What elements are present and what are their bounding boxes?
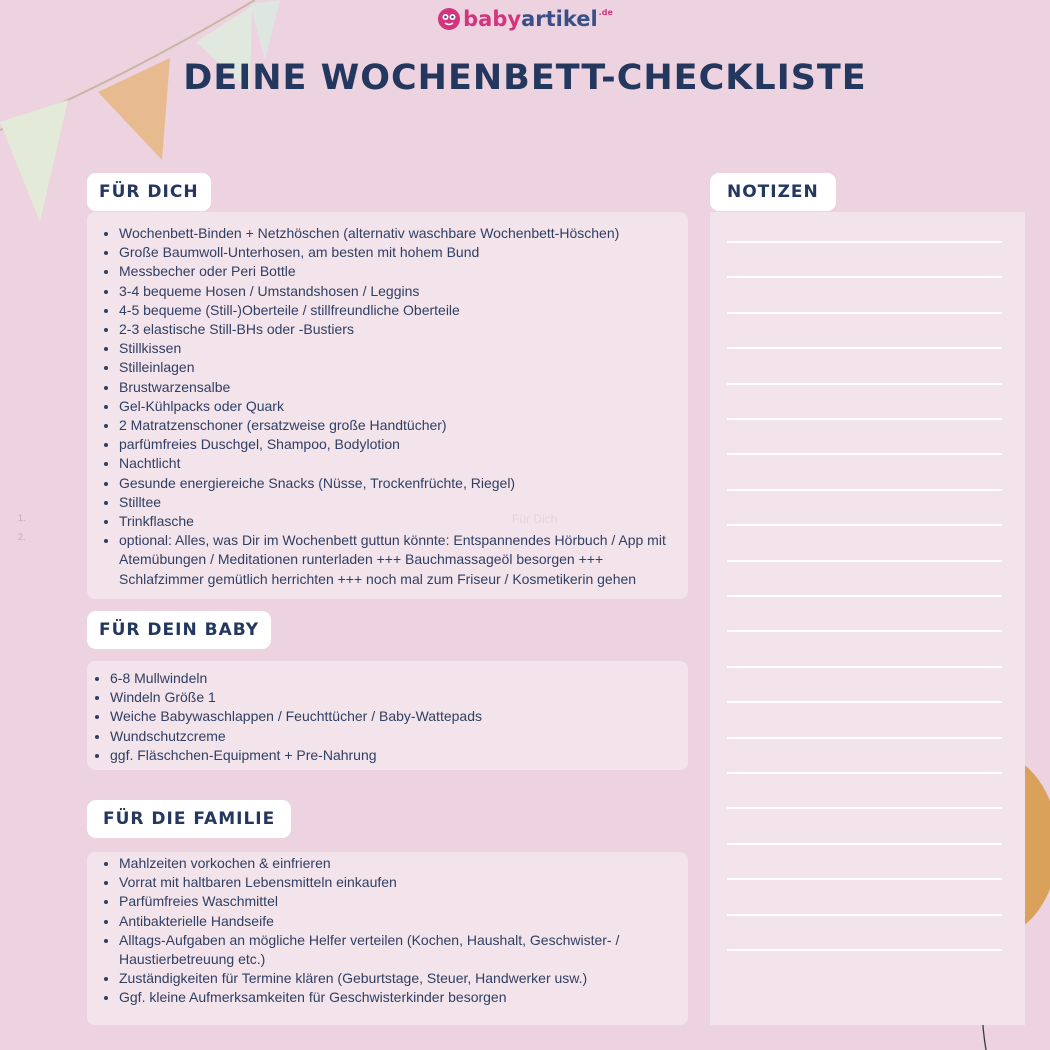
checklist-item: • Große Baumwoll-Unterhosen, am besten mit hohem Bund: [119, 243, 670, 262]
checklist-item: • Windeln Größe 1: [110, 688, 670, 707]
checklist-item: • Nachtlicht: [119, 454, 670, 473]
checklist-item: • 2-3 elastische Still-BHs oder -Bustiers: [119, 320, 670, 339]
checklist-item: • Mahlzeiten vorkochen & einfrieren: [119, 854, 670, 873]
note-line[interactable]: [727, 878, 1002, 880]
logo-icon: [437, 7, 461, 31]
logo-text-artikel: artikel: [521, 7, 598, 31]
ghost-text: Für Dich: [512, 512, 558, 526]
note-line[interactable]: [727, 843, 1002, 845]
note-line[interactable]: [727, 312, 1002, 314]
checklist-familie: [87, 854, 670, 1008]
checklist-item: • Wochenbett-Binden + Netzhöschen (alternativ waschbare Wochenbett-Höschen): [119, 224, 670, 243]
note-line[interactable]: [727, 737, 1002, 739]
brand-logo[interactable]: [0, 6, 1050, 31]
checklist-item: • Stilleinlagen: [119, 358, 670, 377]
note-line[interactable]: [727, 276, 1002, 278]
notes-heading: NOTIZEN: [710, 173, 836, 211]
note-line[interactable]: [727, 241, 1002, 243]
checklist-item: • 2 Matratzenschoner (ersatzweise große Handtücher): [119, 416, 670, 435]
checklist-item: • Zuständigkeiten für Termine klären (Geburtstage, Steuer, Handwerker usw.): [119, 969, 670, 988]
checklist-item: • ggf. Fläschchen-Equipment + Pre-Nahrung: [110, 746, 670, 765]
note-line[interactable]: [727, 418, 1002, 420]
checklist-item: • Gel-Kühlpacks oder Quark: [119, 397, 670, 416]
checklist-item: • Stillkissen: [119, 339, 670, 358]
checklist-item: • Messbecher oder Peri Bottle: [119, 262, 670, 281]
checklist-item: • Trinkflasche: [119, 512, 670, 531]
note-line[interactable]: [727, 772, 1002, 774]
note-line[interactable]: [727, 630, 1002, 632]
note-line[interactable]: [727, 560, 1002, 562]
checklist-item: • Wundschutzcreme: [110, 727, 670, 746]
stray-number-1: 1.: [18, 513, 26, 523]
checklist-item: • Antibakterielle Handseife: [119, 912, 670, 931]
note-line[interactable]: [727, 524, 1002, 526]
note-line[interactable]: [727, 453, 1002, 455]
checklist-item: • Gesunde energiereiche Snacks (Nüsse, Trockenfrüchte, Riegel): [119, 474, 670, 493]
section-heading-baby: FÜR DEIN BABY: [87, 611, 271, 649]
bunting-flag-1: [0, 100, 68, 222]
section-heading-dich: FÜR DICH: [87, 173, 211, 211]
checklist-dich: [87, 224, 670, 589]
checklist-item: • parfümfreies Duschgel, Shampoo, Bodylotion: [119, 435, 670, 454]
checklist-item: • Weiche Babywaschlappen / Feuchttücher / Baby-Wattepads: [110, 707, 670, 726]
note-line[interactable]: [727, 914, 1002, 916]
checklist-item: • Vorrat mit haltbaren Lebensmitteln einkaufen: [119, 873, 670, 892]
stray-number-2: 2.: [18, 532, 26, 542]
checklist-item: • 4-5 bequeme (Still-)Oberteile / stillfreundliche Oberteile: [119, 301, 670, 320]
checklist-panel-familie: [87, 852, 688, 1025]
section-heading-familie: FÜR DIE FAMILIE: [87, 800, 291, 838]
note-line[interactable]: [727, 383, 1002, 385]
note-line[interactable]: [727, 807, 1002, 809]
checklist-item: • Ggf. kleine Aufmerksamkeiten für Geschwisterkinder besorgen: [119, 988, 670, 1007]
note-line[interactable]: [727, 949, 1002, 951]
checklist-item: • Stilltee: [119, 493, 670, 512]
checklist-item: • 3-4 bequeme Hosen / Umstandshosen / Leggins: [119, 282, 670, 301]
note-line[interactable]: [727, 701, 1002, 703]
notes-panel[interactable]: [710, 212, 1025, 1025]
logo-text-tld: .de: [598, 8, 613, 17]
note-line[interactable]: [727, 347, 1002, 349]
note-line[interactable]: [727, 595, 1002, 597]
checklist-item: • 6-8 Mullwindeln: [110, 669, 670, 688]
checklist-item: • Brustwarzensalbe: [119, 378, 670, 397]
checklist-panel-dich: [87, 212, 688, 599]
note-line[interactable]: [727, 666, 1002, 668]
page-title: DEINE WOCHENBETT-CHECKLISTE: [183, 58, 867, 98]
checklist-item: • optional: Alles, was Dir im Wochenbett guttun könnte: Entspannendes Hörbuch / App mit Atemübungen / Meditationen runterladen +++ Bauchmassageöl besorgen +++ Schlafzimmer gemütlich herrichten +++ noch mal zum Friseur / Kosmetikerin gehen: [119, 531, 670, 589]
checklist-baby: [87, 669, 670, 765]
checklist-item: • Parfümfreies Waschmittel: [119, 892, 670, 911]
checklist-item: • Alltags-Aufgaben an mögliche Helfer verteilen (Kochen, Haushalt, Geschwister- / Haustierbetreuung etc.): [119, 931, 670, 969]
logo-text-baby: baby: [463, 7, 522, 31]
checklist-panel-baby: [87, 661, 688, 770]
note-line[interactable]: [727, 489, 1002, 491]
